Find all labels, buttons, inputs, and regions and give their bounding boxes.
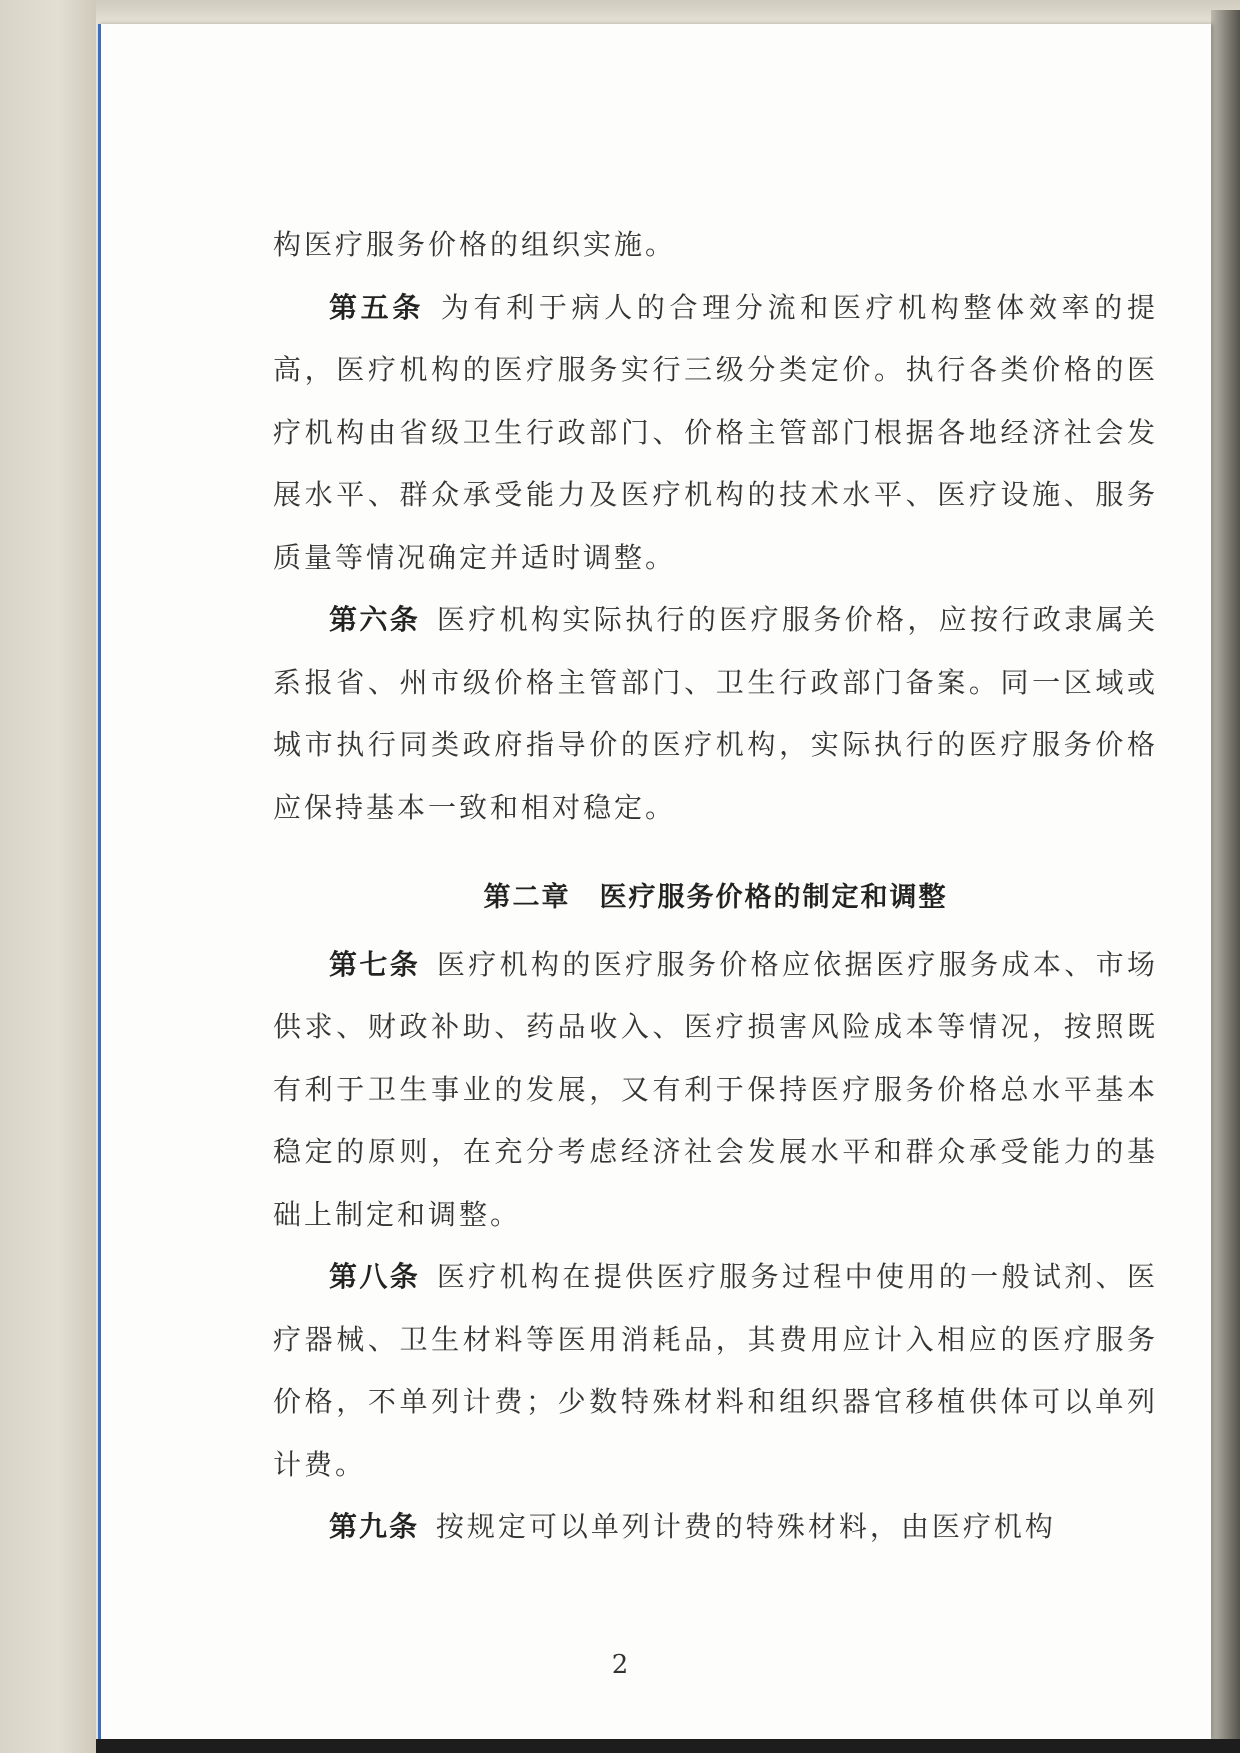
article-label: 第五条	[329, 290, 425, 324]
paragraph-text: 构医疗服务价格的组织实施。	[273, 228, 677, 261]
article-text: 按规定可以单列计费的特殊材料，由医疗机构	[435, 1510, 1056, 1543]
page-number: 2	[611, 1650, 629, 1680]
article-text: 医疗机构实际执行的医疗服务价格，应按行政隶属关系报省、州市级价格主管部门、卫生行政部门备案。同一区域或城市执行同类政府指导价的医疗机构，实际执行的医疗服务价格应保持基本一致和相对稳定。	[273, 603, 1158, 824]
paragraph-continuation	[273, 214, 1158, 277]
article-text: 为有利于病人的合理分流和医疗机构整体效率的提高，医疗机构的医疗服务实行三级分类定价。执行各类价格的医疗机构由省级卫生行政部门、价格主管部门根据各地经济社会发展水平、群众承受能力及医疗机构的技术水平、医疗设施、服务质量等情况确定并适时调整。	[273, 290, 1158, 574]
scan-right-edge	[1211, 10, 1240, 1753]
article-label: 第八条	[329, 1260, 421, 1293]
article-label: 第九条	[329, 1510, 420, 1543]
scan-bottom-edge	[96, 1739, 1240, 1753]
article-label: 第六条	[329, 603, 421, 636]
article-text: 医疗机构在提供医疗服务过程中使用的一般试剂、医疗器械、卫生材料等医用消耗品，其费用应计入相应的医疗服务价格，不单列计费；少数特殊材料和组织器官移植供体可以单列计费。	[273, 1260, 1158, 1481]
article-8	[273, 1246, 1158, 1496]
document-body	[273, 214, 1158, 1559]
article-9	[273, 1496, 1158, 1559]
article-7	[273, 934, 1158, 1247]
article-label: 第七条	[329, 947, 421, 981]
chapter-title: 第二章 医疗服务价格的制定和调整	[483, 882, 948, 913]
article-6	[273, 589, 1158, 839]
scan-top-margin	[96, 0, 1240, 24]
article-text: 医疗机构的医疗服务价格应依据医疗服务成本、市场供求、财政补助、药品收入、医疗损害风险成本等情况，按照既有利于卫生事业的发展，又有利于保持医疗服务价格总水平基本稳定的原则，在充分考虑经济社会发展水平和群众承受能力的基础上制定和调整。	[273, 947, 1158, 1231]
article-5	[273, 277, 1158, 590]
scan-left-margin	[0, 0, 96, 1753]
